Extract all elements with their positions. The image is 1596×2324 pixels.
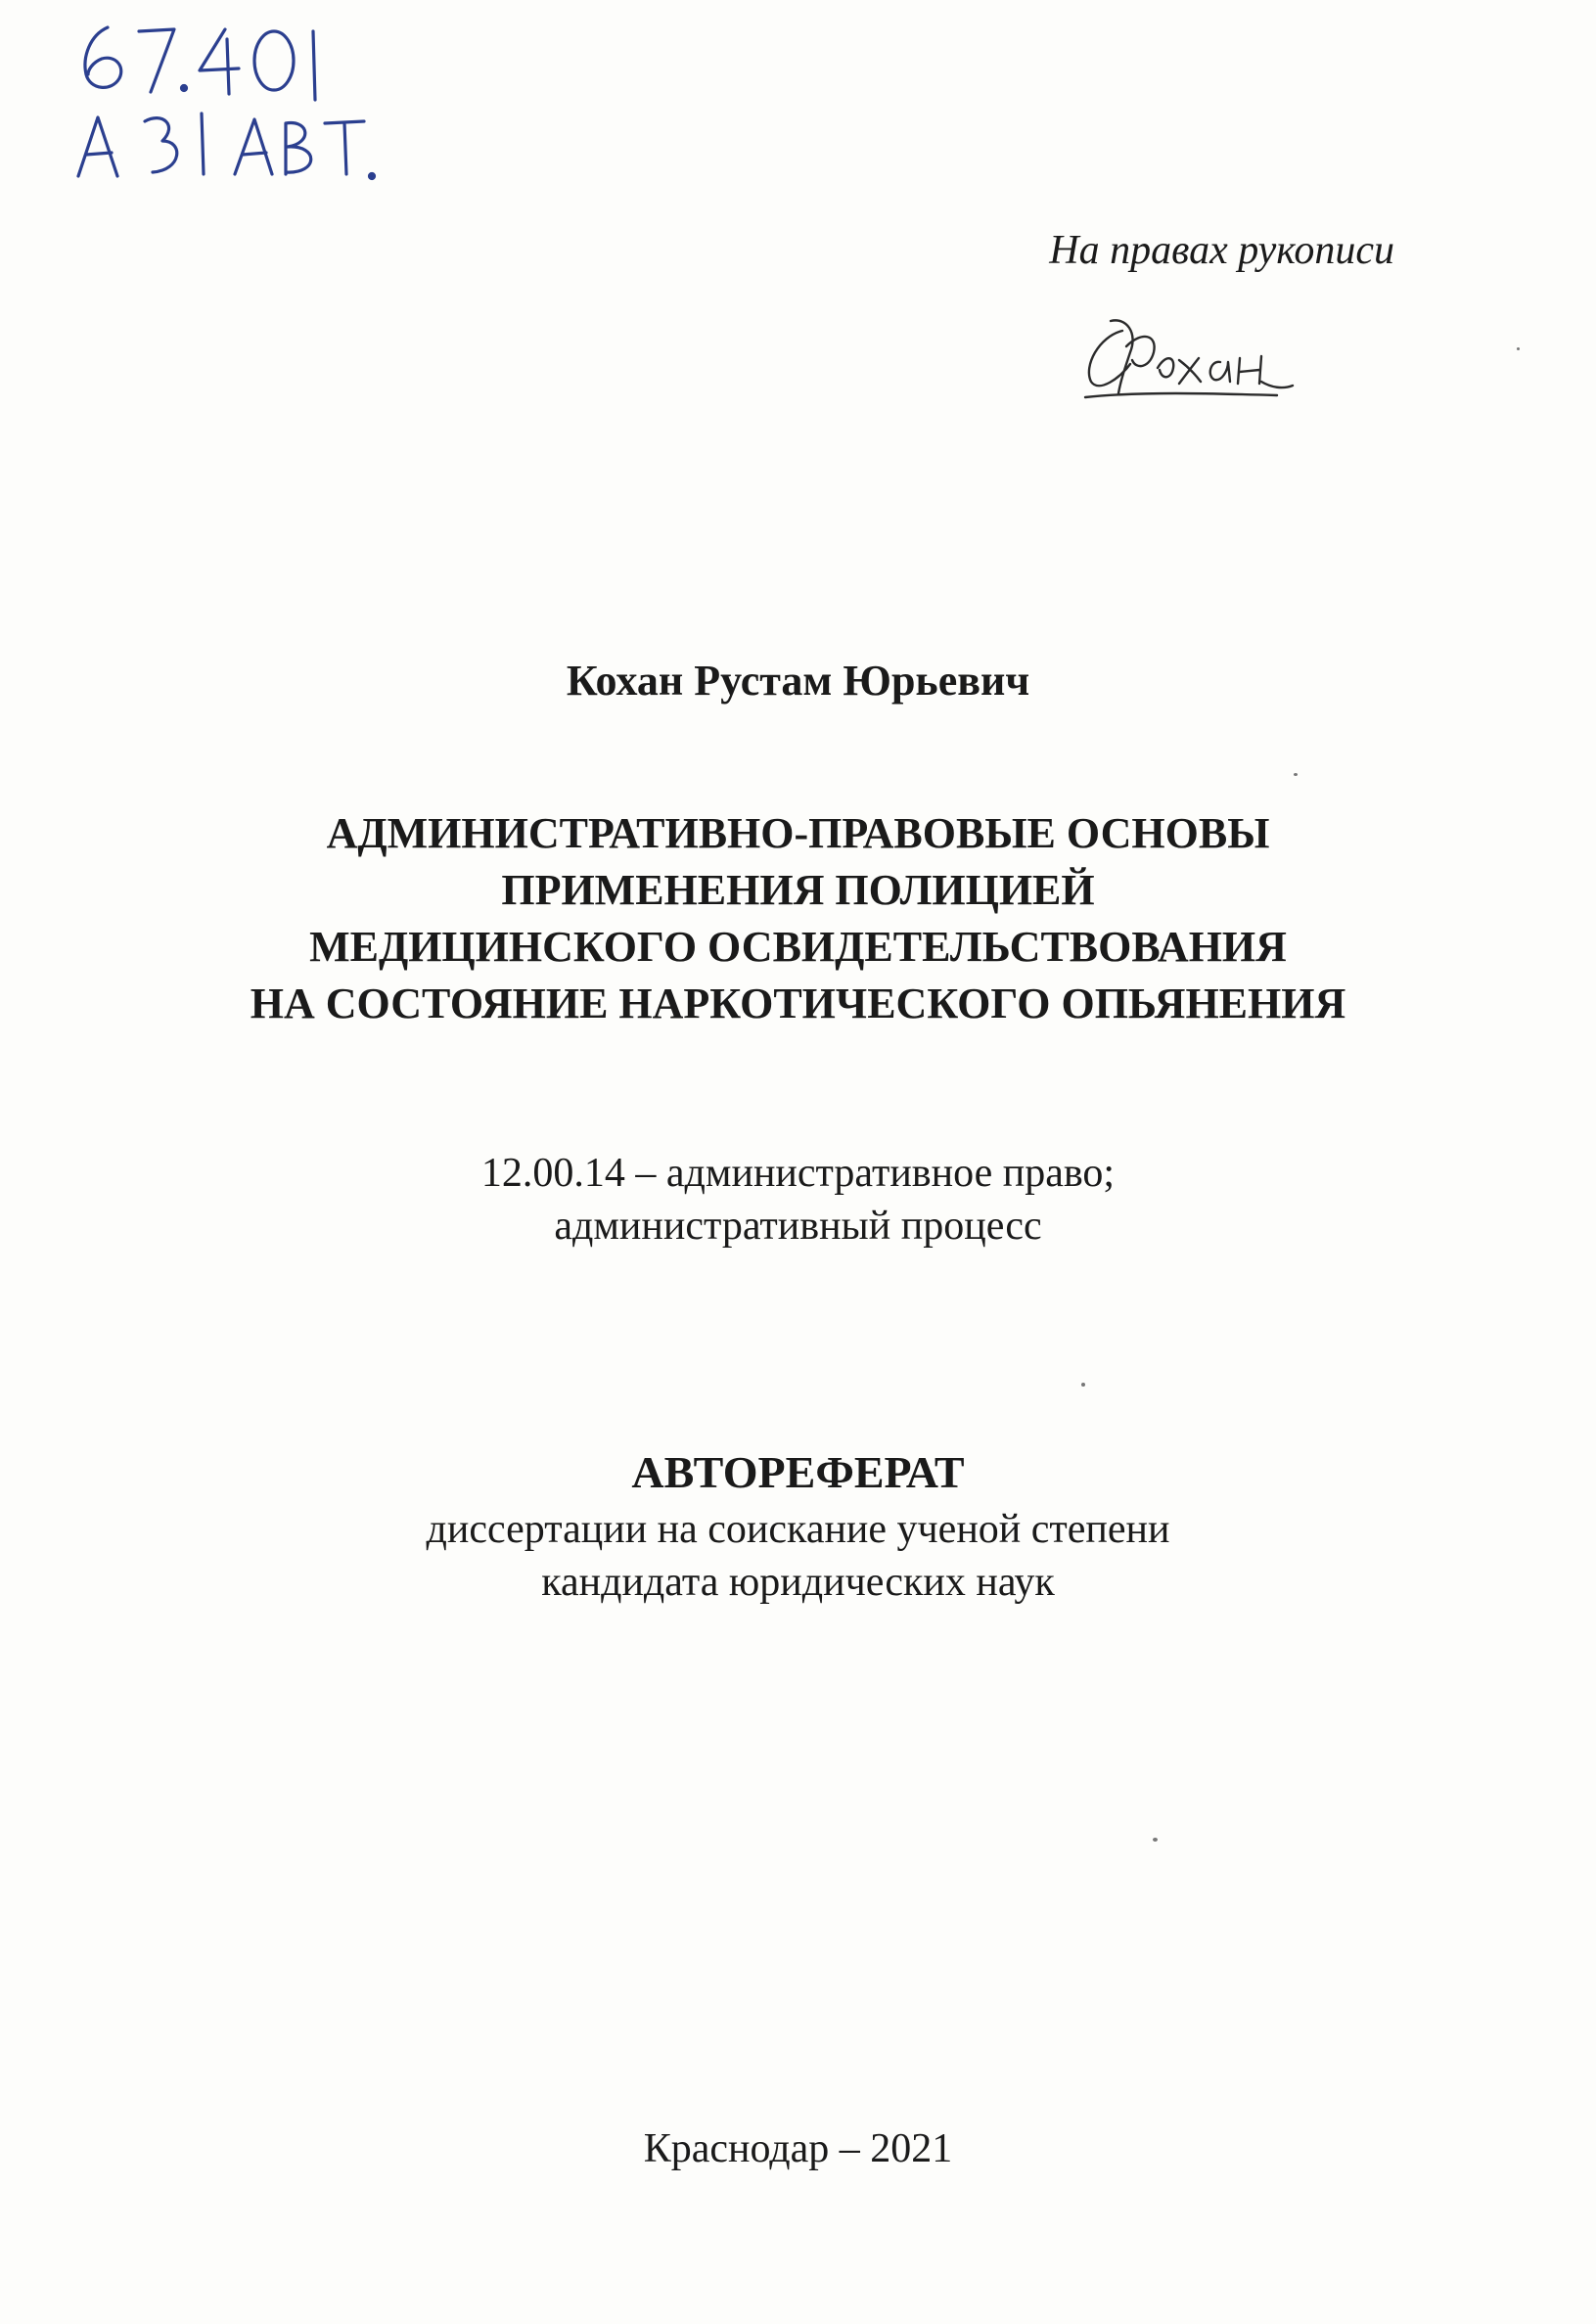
title-line: АДМИНИСТРАТИВНО-ПРАВОВЫЕ ОСНОВЫ — [326, 809, 1270, 857]
scan-speck — [1153, 1838, 1158, 1842]
scan-speck — [1517, 347, 1520, 350]
scan-speck — [1294, 773, 1298, 776]
handwritten-shelf-mark — [68, 10, 479, 186]
degree-description — [0, 1503, 1596, 1609]
city-year: Краснодар – 2021 — [643, 2126, 953, 2171]
document-type: АВТОРЕФЕРАТ — [631, 1447, 965, 1497]
specialty-line: 12.00.14 – административное право; — [480, 1151, 1116, 1196]
manuscript-rights-label: На правах рукописи — [1049, 228, 1394, 273]
dissertation-title — [0, 805, 1596, 1032]
specialty-line: административный процесс — [554, 1204, 1042, 1249]
title-line: МЕДИЦИНСКОГО ОСВИДЕТЕЛЬСТВОВАНИЯ — [309, 923, 1287, 971]
degree-line: кандидата юридических наук — [541, 1560, 1055, 1605]
scan-speck — [1081, 1383, 1085, 1387]
author-name: Кохан Рустам Юрьевич — [566, 657, 1030, 705]
author-signature — [1081, 311, 1301, 404]
title-line: ПРИМЕНЕНИЯ ПОЛИЦИЕЙ — [501, 866, 1095, 914]
specialty-code — [0, 1147, 1596, 1253]
title-line: НА СОСТОЯНИЕ НАРКОТИЧЕСКОГО ОПЬЯНЕНИЯ — [250, 980, 1346, 1027]
degree-line: диссертации на соискание ученой степени — [426, 1507, 1170, 1552]
